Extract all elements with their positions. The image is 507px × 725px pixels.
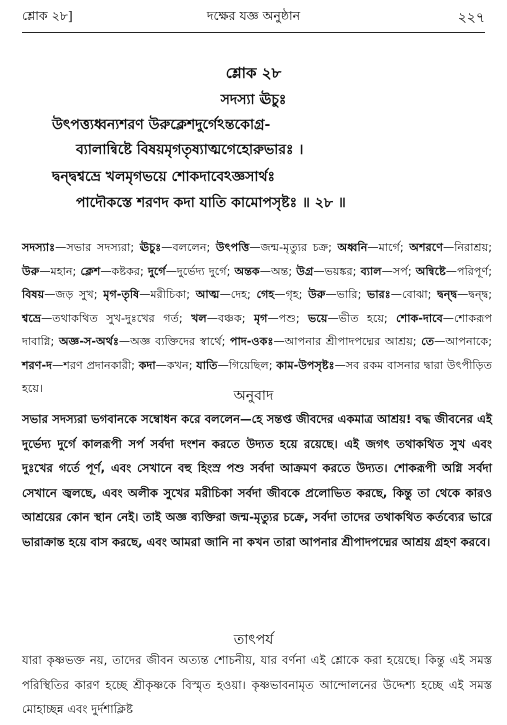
synonym-term: তে — [421, 335, 435, 348]
header-divider — [22, 32, 485, 33]
purport-text: যারা কৃষ্ণভক্ত নয়, তাদের জীবন অত্যন্ত শোচনীয়, যার বর্ণনা এই শ্লোকে করা হয়েছে। কিন্তু এই সমস্ত পরিস্থিতির কারণ হচ্ছে শ্রীকৃষ্ণকে বিস্মৃত হওয়া। কৃষ্ণভাবনামৃত আন্দোলনের উদ্দেশ্য হচ্ছে এই সমস্ত মোহাচ্ছন্ন এবং দুর্দশাক্লিষ্ট — [22, 653, 492, 717]
synonym-term: শ্বভ্রে — [22, 311, 42, 325]
synonym-term: যাতি — [196, 358, 218, 372]
synonym-term: শোক-দাবে — [396, 311, 443, 325]
synonym-term: মৃগ — [253, 311, 268, 325]
synonym-meaning: দ্বন্দ্ব; — [468, 288, 493, 301]
synonym-entry: ক্লেশ—কষ্টকর; — [80, 264, 144, 278]
synonym-entry: যাতি—গিয়েছিল; — [196, 358, 273, 372]
synonym-entry: অন্তক—অন্ত; — [234, 264, 293, 278]
synonym-entry: দ্বন্দ্ব—দ্বন্দ্ব; — [437, 288, 493, 301]
synonym-term: খল — [191, 311, 207, 325]
synonym-meaning: মহান; — [50, 264, 77, 278]
translation-text: সভার সদস্যরা ভগবানকে সম্বোধন করে বললেন—হে সন্তপ্ত জীবদের একমাত্র আশ্রয়! বদ্ধ জীবনের এই দুর্ভেদ্য দুর্গে কালরূপী সর্প সর্বদা দংশন করতে উদ্যত হয়ে রয়েছে। এই জগৎ তথাকথিত সুখ এবং দুঃখের গর্তে পূর্ণ, এবং সেখানে বহু হিংস্র পশু সর্বদা আক্রমণ করতে উদ্যত। শোকরূপী অগ্নি সর্বদা সেখানে জ্বলছে, এবং অলীক সুখের মরীচিকা সর্বদা জীবকে প্রলোভিত করছে, কিন্তু তা থেকে কারও আশ্রয়ের কোন স্থান নেই। তাই অজ্ঞ ব্যক্তিরা জন্ম-মৃত্যুর চক্রে, সর্বদা তাদের তথাকথিত কর্তব্যের ভারে ভারাক্রান্ত হয়ে বাস করছে, এবং আমরা জানি না কখন তারা আপনার শ্রীপাদপদ্মের আশ্রয় গ্রহণ করবে। — [22, 412, 492, 549]
synonym-term: ভারঃ — [367, 288, 391, 301]
synonym-meaning: গৃহ; — [285, 288, 303, 301]
synonym-term: অন্বিষ্টে — [415, 264, 446, 278]
word-for-word-synonyms — [22, 236, 492, 401]
purport-heading: তাৎপর্য — [233, 632, 274, 648]
verse-line: দ্বন্দ্বশ্বভ্রে খলমৃগভয়ে শোকদাবেঽজ্ঞসার্থঃ — [52, 169, 276, 185]
synonym-meaning: ভীত হয়ে; — [338, 311, 388, 325]
synonym-entry: গেহ—গৃহ; — [256, 288, 303, 301]
synonym-meaning: পশু; — [278, 311, 300, 325]
synonym-entry: অধ্বনি—মার্গে; — [337, 241, 404, 254]
synonym-meaning: বললেন; — [172, 241, 211, 254]
synonym-entry: খল—বঞ্চক; — [191, 311, 246, 325]
verse-title: শ্লোক ২৮ — [225, 64, 282, 82]
synonym-term: কদা — [138, 358, 156, 372]
verse-line: সদস্যা ঊচুঃ — [220, 92, 287, 108]
synonym-meaning: অন্ত; — [270, 264, 293, 278]
synonym-meaning: আপনার শ্রীপাদপদ্মের আশ্রয়; — [284, 335, 417, 348]
synonym-term: ঊচুঃ — [139, 241, 162, 254]
synonym-meaning: অজ্ঞ ব্যক্তিদের স্বার্থে; — [130, 335, 226, 348]
synonym-meaning: গিয়েছিল; — [228, 358, 273, 372]
synonym-meaning: বোঝা; — [401, 288, 432, 301]
synonym-term: অজ্ঞ-স-অর্থঃ — [58, 335, 119, 348]
synonym-entry: ভয়ে—ভীত হয়ে; — [308, 311, 388, 325]
synonym-meaning: সর্প; — [392, 264, 412, 278]
synonym-meaning: কষ্টকর; — [111, 264, 144, 278]
page-number: ২২৭ — [457, 10, 485, 26]
synonym-term: উরু — [308, 288, 326, 301]
translation-heading: অনুবাদ — [233, 388, 274, 404]
synonym-entry: শ্বভ্রে—তথাকথিত সুখ-দুঃখের গর্ত; — [22, 311, 183, 325]
synonym-meaning: জড় সুখ; — [55, 288, 98, 301]
synonym-meaning: ভয়ঙ্কর; — [324, 264, 357, 278]
synonym-entry: উরু—ভারি; — [308, 288, 362, 301]
synonym-meaning: মরীচিকা; — [150, 288, 191, 301]
synonym-meaning: শোকরূপ দাবাগ্নি; — [22, 311, 492, 348]
synonym-entry: পাদ-ওকঃ—আপনার শ্রীপাদপদ্মের আশ্রয়; — [230, 335, 417, 348]
synonym-term: গেহ — [256, 288, 275, 301]
synonym-term: বিষয় — [22, 288, 45, 301]
synonym-term: উরু — [22, 264, 40, 278]
synonym-term: শরণ-দ — [22, 358, 53, 372]
synonym-entry: ঊচুঃ—বললেন; — [139, 241, 211, 254]
chapter-title: দক্ষের যজ্ঞ অনুষ্ঠান — [206, 8, 301, 23]
synonym-entry: উৎপত্তি—জন্ম-মৃত্যুর চক্র; — [215, 241, 332, 254]
synonym-meaning: কখন; — [166, 358, 193, 372]
synonym-term: উৎপত্তি — [215, 241, 250, 254]
synonym-entry: কাম-উপসৃষ্টঃ—সব রকম বাসনার দ্বারা উৎপীড়িত হয়ে। — [22, 358, 493, 395]
synonym-term: অধ্বনি — [337, 241, 368, 254]
synonym-term: ভয়ে — [308, 311, 328, 325]
synonym-term: উগ্র — [296, 264, 314, 278]
synonym-entry: মৃগ—পশু; — [253, 311, 300, 325]
synonym-term: ব্যাল — [360, 264, 382, 278]
verse-line: ব্যালান্বিষ্টে বিষয়মৃগতৃষ্যাত্মগেহোরুভারঃ । — [76, 142, 304, 158]
synonym-entry: উরু—মহান; — [22, 264, 77, 278]
verse-line: পাদৌকস্তে শরণদ কদা যাতি কামোপসৃষ্টঃ ॥ ২৮ ॥ — [76, 195, 346, 211]
synonym-entry: শরণ-দ—শরণ প্রদানকারী; — [22, 358, 135, 372]
synonym-entry: বিষয়—জড় সুখ; — [22, 288, 98, 301]
synonym-entry: সদস্যাঃ—সভার সদস্যরা; — [22, 241, 135, 254]
synonym-meaning: সভার সদস্যরা; — [66, 241, 135, 254]
synonym-meaning: দুর্ভেদ্য দুর্গে; — [176, 264, 231, 278]
synonym-term: ক্লেশ — [80, 264, 101, 278]
verse-line: উৎপত্ত্যধ্বন্যশরণ উরুক্লেশদুর্গেঽন্তকোগ্র- — [52, 117, 271, 133]
synonym-meaning: মার্গে; — [378, 241, 404, 254]
synonym-entry: মৃগ-তৃষি—মরীচিকা; — [103, 288, 191, 301]
synonym-meaning: নিরাশ্রয়; — [454, 241, 492, 254]
synonym-meaning: পরিপূর্ণ; — [456, 264, 493, 278]
synonym-entry: শোক-দাবে—শোকরূপ দাবাগ্নি; — [22, 311, 492, 348]
synonym-meaning: জন্ম-মৃত্যুর চক্র; — [260, 241, 332, 254]
synonym-meaning: ভারি; — [336, 288, 362, 301]
synonym-term: আত্ম — [195, 288, 220, 301]
synonym-entry: তে—আপনাকে; — [421, 335, 492, 348]
synonym-entry: দুর্গে—দুর্ভেদ্য দুর্গে; — [148, 264, 231, 278]
synonym-meaning: আপনাকে; — [445, 335, 492, 348]
synonym-meaning: দেহ; — [230, 288, 251, 301]
synonym-entry: ভারঃ—বোঝা; — [367, 288, 432, 301]
verse-reference: শ্লোক ২৮] — [22, 8, 73, 23]
synonym-term: অশরণে — [409, 241, 444, 254]
synonym-term: কাম-উপসৃষ্টঃ — [276, 358, 335, 372]
synonym-entry: আত্ম—দেহ; — [195, 288, 251, 301]
synonym-entry: ব্যাল—সর্প; — [360, 264, 412, 278]
synonym-meaning: বঞ্চক; — [217, 311, 246, 325]
synonym-term: অন্তক — [234, 264, 260, 278]
synonym-term: পাদ-ওকঃ — [230, 335, 274, 348]
synonym-term: মৃগ-তৃষি — [103, 288, 140, 301]
synonym-entry: অন্বিষ্টে—পরিপূর্ণ; — [415, 264, 493, 278]
synonym-meaning: তথাকথিত সুখ-দুঃখের গর্ত; — [52, 311, 183, 325]
synonym-term: সদস্যাঃ — [22, 241, 56, 254]
synonym-meaning: শরণ প্রদানকারী; — [63, 358, 135, 372]
synonym-entry: উগ্র—ভয়ঙ্কর; — [296, 264, 357, 278]
synonym-term: দুর্গে — [148, 264, 166, 278]
synonym-entry: অজ্ঞ-স-অর্থঃ—অজ্ঞ ব্যক্তিদের স্বার্থে; — [58, 335, 226, 348]
synonym-term: দ্বন্দ্ব — [437, 288, 458, 301]
synonym-entry: অশরণে—নিরাশ্রয়; — [409, 241, 492, 254]
synonym-meaning: সব রকম বাসনার দ্বারা উৎপীড়িত হয়ে। — [22, 358, 493, 395]
synonym-entry: কদা—কখন; — [138, 358, 193, 372]
page-header — [22, 6, 485, 30]
